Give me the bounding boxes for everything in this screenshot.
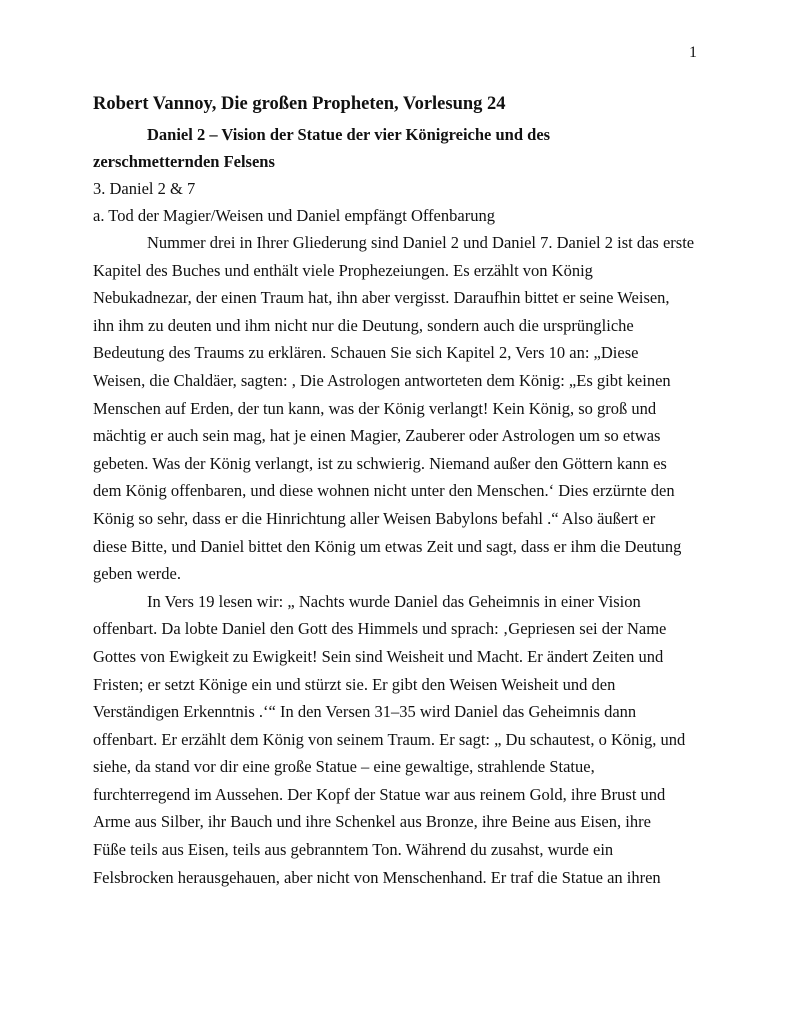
text-line: ihn ihm zu deuten und ihm nicht nur die Deutung, sondern auch die ursprüngliche — [93, 315, 634, 335]
text-line: Bedeutung des Traums zu erklären. Schauen Sie sich Kapitel 2, Vers 10 an: „Diese — [93, 343, 639, 363]
document-body — [93, 92, 703, 891]
text-line: Fristen; er setzt Könige ein und stürzt sie. Er gibt den Weisen Weisheit und den — [93, 674, 616, 694]
document-subtitle — [93, 121, 703, 175]
text-line: König so sehr, dass er die Hinrichtung aller Weisen Babylons befahl .“ Also äußert er — [93, 508, 656, 528]
text-line: diese Bitte, und Daniel bittet den König um etwas Zeit und sagt, dass er ihm die Deutung — [93, 536, 682, 556]
subtitle-line-1: Daniel 2 – Vision der Statue der vier Königreiche und des — [147, 125, 551, 144]
subsection-heading: a. Tod der Magier/Weisen und Daniel empfängt Offenbarung — [93, 206, 495, 225]
page-number: 1 — [689, 44, 697, 61]
subtitle-line-2: zerschmetternden Felsens — [93, 152, 275, 171]
text-line: offenbart. Er erzählt dem König von seinem Traum. Er sagt: „ Du schautest, o König, und — [93, 729, 686, 749]
text-line: Menschen auf Erden, der tun kann, was der König verlangt! Kein König, so groß und — [93, 398, 657, 418]
text-line: offenbart. Da lobte Daniel den Gott des Himmels und sprach: ‚Gepriesen sei der Name — [93, 619, 667, 639]
text-line: dem König offenbaren, und diese wohnen nicht unter den Menschen.‘ Dies erzürnte den — [93, 481, 675, 501]
text-line: gebeten. Was der König verlangt, ist zu schwierig. Niemand außer den Göttern kann es — [93, 453, 667, 473]
text-line: furchterregend im Aussehen. Der Kopf der Statue war aus reinem Gold, ihre Brust und — [93, 784, 666, 804]
section-heading: 3. Daniel 2 & 7 — [93, 179, 196, 198]
document-title: Robert Vannoy, Die großen Propheten, Vorlesung 24 — [93, 94, 506, 114]
text-line: In Vers 19 lesen wir: „ Nachts wurde Daniel das Geheimnis in einer Vision — [147, 591, 641, 611]
paragraph-1 — [93, 229, 703, 588]
text-line: Felsbrocken herausgehauen, aber nicht von Menschenhand. Er traf die Statue an ihren — [93, 867, 661, 887]
text-line: geben werde. — [93, 564, 181, 584]
text-line: Nebukadnezar, der einen Traum hat, ihn aber vergisst. Daraufhin bittet er seine Weisen, — [93, 288, 670, 308]
paragraph-2 — [93, 588, 703, 892]
text-line: Gottes von Ewigkeit zu Ewigkeit! Sein sind Weisheit und Macht. Er ändert Zeiten und — [93, 646, 664, 666]
text-line: mächtig er auch sein mag, hat je einen Magier, Zauberer oder Astrologen um so etwas — [93, 426, 661, 446]
text-line: Füße teils aus Eisen, teils aus gebranntem Ton. Während du zusahst, wurde ein — [93, 840, 614, 860]
text-line: Weisen, die Chaldäer, sagten: , Die Astrologen antworteten dem König: „Es gibt keinen — [93, 370, 671, 390]
text-line: Arme aus Silber, ihr Bauch und ihre Schenkel aus Bronze, ihre Beine aus Eisen, ihre — [93, 812, 651, 832]
text-line: Nummer drei in Ihrer Gliederung sind Daniel 2 und Daniel 7. Daniel 2 ist das erste — [147, 233, 695, 252]
text-line: siehe, da stand vor dir eine große Statue – eine gewaltige, strahlende Statue, — [93, 757, 595, 777]
text-line: Kapitel des Buches und enthält viele Prophezeiungen. Es erzählt von König — [93, 260, 593, 280]
text-line: Verständigen Erkenntnis .‘“ In den Versen 31–35 wird Daniel das Geheimnis dann — [93, 702, 637, 722]
